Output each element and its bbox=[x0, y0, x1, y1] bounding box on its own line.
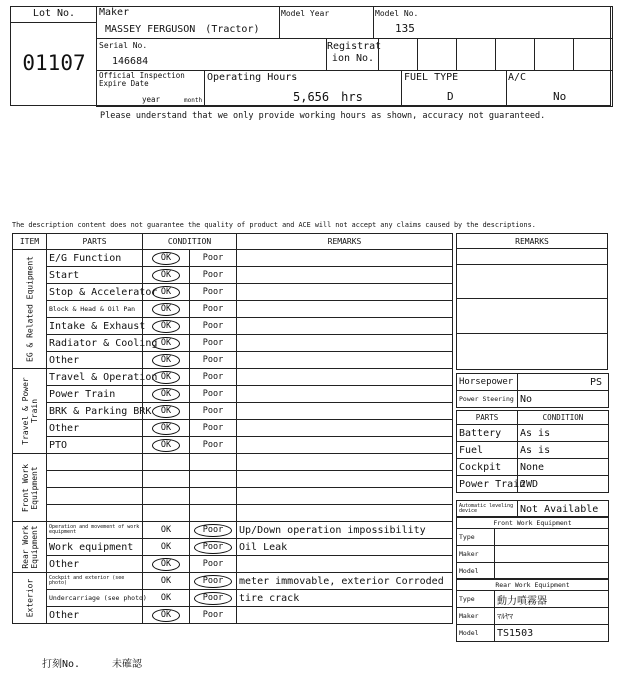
remark bbox=[237, 437, 453, 454]
part-name: Power Train bbox=[47, 386, 143, 403]
condition-poor: Poor bbox=[202, 389, 224, 399]
condition-ok: OK bbox=[152, 269, 180, 282]
rear-type-value: 動力噴霧器 bbox=[495, 591, 609, 608]
remark bbox=[237, 454, 453, 471]
condition-ok-cell bbox=[143, 488, 190, 505]
stamp-value: 未確認 bbox=[112, 659, 142, 670]
inspection-row bbox=[13, 284, 453, 301]
inspection-row bbox=[13, 607, 453, 624]
condition-ok-cell bbox=[143, 607, 190, 624]
right-condition-header: CONDITION bbox=[518, 411, 609, 425]
condition-ok: OK bbox=[152, 405, 180, 418]
hours-value: 5,656 hrs bbox=[293, 90, 363, 104]
condition-poor-cell bbox=[190, 590, 237, 607]
condition-poor-cell bbox=[190, 539, 237, 556]
front-work-table bbox=[456, 516, 609, 580]
cockpit-row bbox=[457, 459, 609, 476]
power-steering-row bbox=[457, 391, 609, 408]
condition-ok-cell bbox=[143, 556, 190, 573]
front-maker-row bbox=[457, 546, 609, 563]
item-group-label: EG & Related Equipment bbox=[25, 256, 34, 362]
condition-poor-cell bbox=[190, 556, 237, 573]
registration-box-6 bbox=[573, 38, 613, 71]
condition-ok: OK bbox=[160, 576, 172, 586]
remark bbox=[237, 471, 453, 488]
condition-ok: OK bbox=[152, 422, 180, 435]
model-year-label: Model Year bbox=[281, 9, 330, 18]
part-name bbox=[47, 471, 143, 488]
condition-poor-cell bbox=[190, 420, 237, 437]
condition-poor-cell bbox=[190, 318, 237, 335]
condition-ok-cell bbox=[143, 471, 190, 488]
condition-header-row bbox=[457, 411, 609, 425]
parts-header: PARTS bbox=[47, 234, 143, 250]
cockpit-value: None bbox=[518, 459, 609, 476]
condition-ok: OK bbox=[152, 252, 180, 265]
condition-ok: OK bbox=[152, 439, 180, 452]
front-work-header-row bbox=[457, 517, 609, 529]
remark bbox=[237, 335, 453, 352]
condition-poor-cell bbox=[190, 522, 237, 539]
remark bbox=[237, 250, 453, 267]
condition-ok-cell bbox=[143, 539, 190, 556]
item-group-label: Equipment bbox=[29, 525, 39, 569]
condition-poor: Poor bbox=[194, 524, 232, 537]
registration-box-5 bbox=[534, 38, 574, 71]
remark bbox=[237, 352, 453, 369]
part-name: PTO bbox=[47, 437, 143, 454]
front-model-row bbox=[457, 563, 609, 580]
condition-ok-cell bbox=[143, 386, 190, 403]
inspection-row bbox=[13, 488, 453, 505]
condition-poor: Poor bbox=[202, 372, 224, 382]
inspection-row bbox=[13, 573, 453, 590]
part-name bbox=[47, 505, 143, 522]
inspection-row bbox=[13, 471, 453, 488]
registration-box-3 bbox=[456, 38, 496, 71]
condition-poor: Poor bbox=[194, 592, 232, 605]
registration-box-1 bbox=[378, 38, 418, 71]
remark bbox=[237, 556, 453, 573]
inspection-row bbox=[13, 522, 453, 539]
part-name bbox=[47, 454, 143, 471]
part-name: Start bbox=[47, 267, 143, 284]
powertrain-label: Power Train bbox=[457, 476, 518, 493]
rear-maker-label: Maker bbox=[457, 608, 495, 625]
front-work-header: Front Work Equipment bbox=[457, 517, 609, 529]
right-remarks-line-1 bbox=[456, 248, 608, 265]
right-remarks-line-3 bbox=[456, 298, 608, 334]
part-name: BRK & Parking BRK bbox=[47, 403, 143, 420]
part-name: Other bbox=[47, 607, 143, 624]
item-group-cell bbox=[13, 573, 47, 624]
condition-poor-cell bbox=[190, 437, 237, 454]
condition-poor-cell bbox=[190, 250, 237, 267]
remark bbox=[237, 318, 453, 335]
right-parts-header: PARTS bbox=[457, 411, 518, 425]
part-name: Intake & Exhaust bbox=[47, 318, 143, 335]
condition-poor-cell bbox=[190, 369, 237, 386]
condition-poor-cell bbox=[190, 454, 237, 471]
item-group-label: Equipment bbox=[29, 465, 39, 510]
rear-work-table bbox=[456, 578, 609, 642]
condition-ok-cell bbox=[143, 505, 190, 522]
condition-ok: OK bbox=[152, 388, 180, 401]
inspection-label-1: Official Inspection bbox=[99, 71, 185, 80]
inspection-row bbox=[13, 267, 453, 284]
front-maker-value bbox=[495, 546, 609, 563]
hours-label: Operating Hours bbox=[207, 72, 298, 83]
remark bbox=[237, 420, 453, 437]
condition-poor: Poor bbox=[202, 304, 224, 314]
inspection-row bbox=[13, 420, 453, 437]
inspection-row bbox=[13, 454, 453, 471]
remark bbox=[237, 301, 453, 318]
condition-poor-cell bbox=[190, 284, 237, 301]
condition-poor-cell bbox=[190, 352, 237, 369]
remark: Up/Down operation impossibility bbox=[237, 522, 453, 539]
inspection-row bbox=[13, 301, 453, 318]
serial-label: Serial No. bbox=[99, 41, 148, 50]
condition-poor-cell bbox=[190, 335, 237, 352]
fuel-label: FUEL TYPE bbox=[404, 72, 459, 83]
condition-poor: Poor bbox=[202, 270, 224, 280]
description-disclaimer: The description content does not guarantee the quality of product and ACE will not accept any claims caused by the descriptions. bbox=[12, 221, 536, 229]
part-name: Stop & Accelerator bbox=[47, 284, 143, 301]
power-steering-value: No bbox=[518, 391, 609, 408]
serial-value: 146684 bbox=[112, 56, 149, 67]
part-name: Radiator & Cooling bbox=[47, 335, 143, 352]
condition-poor-cell bbox=[190, 488, 237, 505]
condition-ok: OK bbox=[152, 609, 180, 622]
remarks-header: REMARKS bbox=[237, 234, 453, 250]
condition-ok: OK bbox=[152, 371, 180, 384]
inspection-row bbox=[13, 369, 453, 386]
condition-poor: Poor bbox=[202, 559, 224, 569]
item-group-label: Rear Work bbox=[20, 525, 30, 569]
front-type-row bbox=[457, 529, 609, 546]
condition-ok: OK bbox=[152, 286, 180, 299]
condition-poor-cell bbox=[190, 301, 237, 318]
condition-poor: Poor bbox=[202, 406, 224, 416]
condition-ok: OK bbox=[160, 525, 172, 535]
remark: meter immovable, exterior Corroded bbox=[237, 573, 453, 590]
item-group-label: Exterior bbox=[25, 578, 34, 618]
item-group-label: Train bbox=[29, 398, 39, 424]
condition-ok-cell bbox=[143, 301, 190, 318]
fuel-value: D bbox=[447, 90, 454, 103]
spec-table bbox=[456, 373, 609, 408]
ac-label: A/C bbox=[508, 72, 527, 83]
auto-level-label: Automatic leveling device bbox=[457, 501, 518, 518]
remark bbox=[237, 284, 453, 301]
inspection-row bbox=[13, 590, 453, 607]
inspection-row bbox=[13, 437, 453, 454]
condition-poor: Poor bbox=[202, 355, 224, 365]
inspection-row bbox=[13, 403, 453, 420]
registration-label-2: ion No. bbox=[331, 53, 375, 64]
inspection-row bbox=[13, 335, 453, 352]
item-group-cell bbox=[13, 454, 47, 522]
condition-poor: Poor bbox=[202, 321, 224, 331]
remark bbox=[237, 386, 453, 403]
condition-ok-cell bbox=[143, 318, 190, 335]
condition-poor-cell bbox=[190, 386, 237, 403]
cockpit-label: Cockpit bbox=[457, 459, 518, 476]
item-group-cell bbox=[13, 250, 47, 369]
battery-value: As is bbox=[518, 425, 609, 442]
remark: Oil Leak bbox=[237, 539, 453, 556]
condition-poor: Poor bbox=[202, 338, 224, 348]
registration-box-2 bbox=[417, 38, 457, 71]
condition-table bbox=[456, 410, 609, 493]
battery-label: Battery bbox=[457, 425, 518, 442]
fuel-row-label: Fuel bbox=[457, 442, 518, 459]
fuel-row-value: As is bbox=[518, 442, 609, 459]
condition-header: CONDITION bbox=[143, 234, 237, 250]
rear-work-header-row bbox=[457, 579, 609, 591]
rear-work-header: Rear Work Equipment bbox=[457, 579, 609, 591]
condition-poor: Poor bbox=[202, 423, 224, 433]
remark bbox=[237, 403, 453, 420]
maker-value: MASSEY FERGUSON (Tractor) bbox=[105, 24, 260, 35]
part-name: Block & Head & Oil Pan bbox=[47, 301, 143, 318]
condition-ok-cell bbox=[143, 437, 190, 454]
remark bbox=[237, 488, 453, 505]
condition-ok-cell bbox=[143, 454, 190, 471]
inspection-label-2: Expire Date bbox=[99, 79, 149, 88]
battery-row bbox=[457, 425, 609, 442]
horsepower-label: Horsepower bbox=[457, 374, 518, 391]
part-name: Travel & Operation bbox=[47, 369, 143, 386]
remark bbox=[237, 607, 453, 624]
condition-ok-cell bbox=[143, 267, 190, 284]
item-group-label: Front Work bbox=[20, 463, 30, 512]
condition-poor: Poor bbox=[194, 541, 232, 554]
part-name: Cockpit and exterior (see photo) bbox=[47, 573, 143, 590]
power-steering-label: Power Steering bbox=[457, 391, 518, 408]
condition-ok: OK bbox=[152, 354, 180, 367]
part-name: Work equipment bbox=[47, 539, 143, 556]
condition-ok-cell bbox=[143, 250, 190, 267]
hours-disclaimer: Please understand that we only provide working hours as shown, accuracy not guaranteed. bbox=[100, 111, 546, 121]
rear-maker-row bbox=[457, 608, 609, 625]
inspection-table bbox=[12, 233, 453, 624]
front-maker-label: Maker bbox=[457, 546, 495, 563]
registration-label-1: Registrat bbox=[327, 41, 382, 52]
part-name: Other bbox=[47, 556, 143, 573]
registration-box-4 bbox=[495, 38, 535, 71]
item-group-cell bbox=[13, 369, 47, 454]
lot-label: Lot No. bbox=[32, 8, 76, 19]
item-group-label: Travel & Power bbox=[20, 377, 30, 445]
front-model-label: Model bbox=[457, 563, 495, 580]
rear-type-label: Type bbox=[457, 591, 495, 608]
inspection-header-row bbox=[13, 234, 453, 250]
condition-ok: OK bbox=[160, 593, 172, 603]
condition-poor: Poor bbox=[202, 610, 224, 620]
powertrain-row bbox=[457, 476, 609, 493]
condition-poor-cell bbox=[190, 403, 237, 420]
part-name: Other bbox=[47, 420, 143, 437]
stamp-label: 打刻No. bbox=[42, 659, 81, 670]
condition-poor-cell bbox=[190, 267, 237, 284]
right-remarks-header: REMARKS bbox=[456, 233, 608, 249]
model-no-label: Model No. bbox=[375, 9, 419, 18]
condition-poor-cell bbox=[190, 471, 237, 488]
model-no-value: 135 bbox=[395, 22, 415, 35]
rear-model-row bbox=[457, 625, 609, 642]
condition-poor: Poor bbox=[202, 287, 224, 297]
inspection-row bbox=[13, 352, 453, 369]
inspection-row bbox=[13, 556, 453, 573]
remark bbox=[237, 505, 453, 522]
item-header: ITEM bbox=[13, 234, 47, 250]
part-name: Undercarriage (see photo) bbox=[47, 590, 143, 607]
condition-ok: OK bbox=[152, 320, 180, 333]
front-model-value bbox=[495, 563, 609, 580]
condition-poor-cell bbox=[190, 607, 237, 624]
maker-label: Maker bbox=[99, 7, 130, 18]
condition-ok: OK bbox=[152, 303, 180, 316]
condition-poor: Poor bbox=[194, 575, 232, 588]
fuel-row bbox=[457, 442, 609, 459]
condition-ok: OK bbox=[152, 337, 180, 350]
part-name: Other bbox=[47, 352, 143, 369]
condition-ok-cell bbox=[143, 352, 190, 369]
condition-poor-cell bbox=[190, 573, 237, 590]
rear-maker-value: ﾏﾙﾔﾏ bbox=[495, 608, 609, 625]
vehicle-header bbox=[10, 6, 611, 106]
condition-ok: OK bbox=[160, 542, 172, 552]
front-type-label: Type bbox=[457, 529, 495, 546]
rear-type-row bbox=[457, 591, 609, 608]
month-label: month bbox=[184, 97, 203, 104]
remark bbox=[237, 267, 453, 284]
condition-ok-cell bbox=[143, 522, 190, 539]
auto-level-value: Not Available bbox=[518, 501, 609, 518]
auto-level-row bbox=[457, 501, 609, 518]
part-name: E/G Function bbox=[47, 250, 143, 267]
condition-ok: OK bbox=[152, 558, 180, 571]
part-name: Operation and movement of work equipment bbox=[47, 522, 143, 539]
condition-ok-cell bbox=[143, 590, 190, 607]
condition-ok-cell bbox=[143, 573, 190, 590]
rear-model-label: Model bbox=[457, 625, 495, 642]
year-label: year bbox=[142, 95, 161, 104]
right-remarks-line-2 bbox=[456, 264, 608, 299]
remark bbox=[237, 369, 453, 386]
condition-poor: Poor bbox=[202, 440, 224, 450]
powertrain-value: 2WD bbox=[518, 476, 609, 493]
remark: tire crack bbox=[237, 590, 453, 607]
condition-poor-cell bbox=[190, 505, 237, 522]
condition-ok-cell bbox=[143, 420, 190, 437]
rear-model-value: TS1503 bbox=[495, 625, 609, 642]
lot-number: 01107 bbox=[22, 51, 86, 75]
inspection-row bbox=[13, 386, 453, 403]
inspection-row bbox=[13, 318, 453, 335]
inspection-row bbox=[13, 505, 453, 522]
condition-poor: Poor bbox=[202, 253, 224, 263]
inspection-row bbox=[13, 250, 453, 267]
ac-value: No bbox=[553, 90, 567, 103]
horsepower-value: PS bbox=[518, 374, 609, 391]
part-name bbox=[47, 488, 143, 505]
item-group-cell bbox=[13, 522, 47, 573]
horsepower-row bbox=[457, 374, 609, 391]
front-type-value bbox=[495, 529, 609, 546]
inspection-row bbox=[13, 539, 453, 556]
